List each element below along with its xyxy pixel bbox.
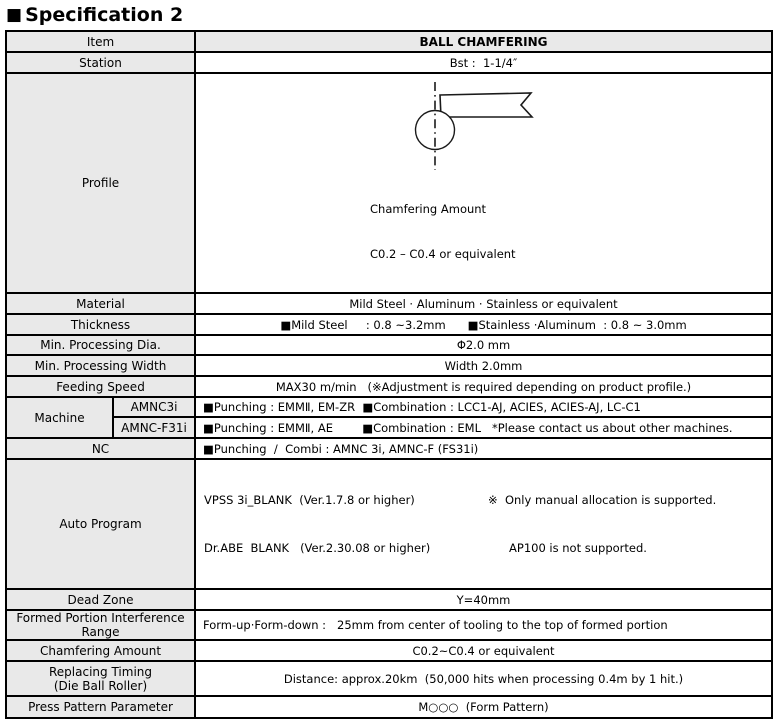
formed-portion-value: Form-up·Form-down : 25mm from center of tooling to the top of formed portion xyxy=(195,610,772,640)
row-profile xyxy=(6,73,772,293)
replacing-timing-label xyxy=(6,661,195,696)
feeding-speed-value: MAX30 m/min (※Adjustment is required depending on product profile.) xyxy=(195,376,772,397)
machine-sub2-value: ■Punching : EMMⅡ, AE ■Combination : EML *Please contact us about other machines. xyxy=(195,417,772,438)
row-station xyxy=(6,52,772,73)
row-feeding-speed xyxy=(6,376,772,397)
profile-value xyxy=(195,73,772,293)
machine-sub1-value: ■Punching : EMMⅡ, EM-ZR ■Combination : LCC1-AJ, ACIES, ACIES-AJ, LC-C1 xyxy=(195,397,772,417)
row-material xyxy=(6,293,772,314)
nc-label: NC xyxy=(6,438,195,459)
row-thickness xyxy=(6,314,772,335)
auto-program-line2: Dr.ABE BLANK (Ver.2.30.08 or higher) xyxy=(204,541,431,555)
row-machine-amnc-f31i xyxy=(6,417,772,438)
ball-chamfering-diagram-icon xyxy=(350,80,550,172)
item-label: Item xyxy=(6,31,195,52)
replacing-timing-label-line1: Replacing Timing xyxy=(49,664,152,679)
station-label: Station xyxy=(6,52,195,73)
dead-zone-label: Dead Zone xyxy=(6,589,195,610)
machine-label: Machine xyxy=(6,397,113,438)
auto-program-line1: VPSS 3i_BLANK (Ver.1.7.8 or higher) xyxy=(204,493,415,507)
auto-program-label: Auto Program xyxy=(6,459,195,589)
auto-program-note-line2: AP100 is not supported. xyxy=(509,541,647,555)
material-label: Material xyxy=(6,293,195,314)
auto-program-software-list xyxy=(204,460,488,588)
row-machine-amnc3i xyxy=(6,397,772,417)
row-dead-zone xyxy=(6,589,772,610)
title-square-bullet-icon: ■ xyxy=(6,5,23,25)
auto-program-value xyxy=(195,459,772,589)
press-pattern-label: Press Pattern Parameter xyxy=(6,696,195,718)
press-pattern-value: M○○○ (Form Pattern) xyxy=(195,696,772,718)
row-replacing-timing xyxy=(6,661,772,696)
row-nc xyxy=(6,438,772,459)
thickness-value: ■Mild Steel : 0.8 ~3.2mm ■Stainless ·Aluminum : 0.8 ~ 3.0mm xyxy=(195,314,772,335)
specification-table xyxy=(5,30,773,719)
profile-caption xyxy=(350,172,516,292)
chamfering-amount-value: C0.2~C0.4 or equivalent xyxy=(195,640,772,661)
min-processing-dia-label: Min. Processing Dia. xyxy=(6,335,195,355)
material-value: Mild Steel · Aluminum · Stainless or equivalent xyxy=(195,293,772,314)
min-processing-width-label: Min. Processing Width xyxy=(6,355,195,376)
min-processing-width-value: Width 2.0mm xyxy=(195,355,772,376)
item-value: BALL CHAMFERING xyxy=(195,31,772,52)
page-title-text: Specification 2 xyxy=(25,4,184,26)
profile-diagram xyxy=(198,74,769,292)
profile-caption-line2: C0.2 – C0.4 or equivalent xyxy=(370,247,516,261)
row-formed-portion xyxy=(6,610,772,640)
row-auto-program xyxy=(6,459,772,589)
row-chamfering-amount xyxy=(6,640,772,661)
page-title xyxy=(0,0,780,30)
feeding-speed-label: Feeding Speed xyxy=(6,376,195,397)
replacing-timing-label-line2: (Die Ball Roller) xyxy=(53,678,148,693)
machine-sub1-label: AMNC3i xyxy=(113,397,195,417)
row-press-pattern xyxy=(6,696,772,718)
min-processing-dia-value: Φ2.0 mm xyxy=(195,335,772,355)
dead-zone-value: Y=40mm xyxy=(195,589,772,610)
profile-label: Profile xyxy=(6,73,195,293)
formed-portion-label: Formed Portion Interference Range xyxy=(6,610,195,640)
row-item xyxy=(6,31,772,52)
chamfering-amount-label: Chamfering Amount xyxy=(6,640,195,661)
row-min-processing-dia xyxy=(6,335,772,355)
station-value: Bst : 1-1/4″ xyxy=(195,52,772,73)
thickness-label: Thickness xyxy=(6,314,195,335)
profile-caption-line1: Chamfering Amount xyxy=(370,202,487,216)
replacing-timing-value: Distance: approx.20km (50,000 hits when processing 0.4m by 1 hit.) xyxy=(195,661,772,696)
nc-value: ■Punching / Combi : AMNC 3i, AMNC-F (FS31i) xyxy=(195,438,772,459)
machine-sub2-label: AMNC-F31i xyxy=(113,417,195,438)
auto-program-note-line1: ※ Only manual allocation is supported. xyxy=(488,493,717,507)
auto-program-note xyxy=(488,460,716,588)
row-min-processing-width xyxy=(6,355,772,376)
